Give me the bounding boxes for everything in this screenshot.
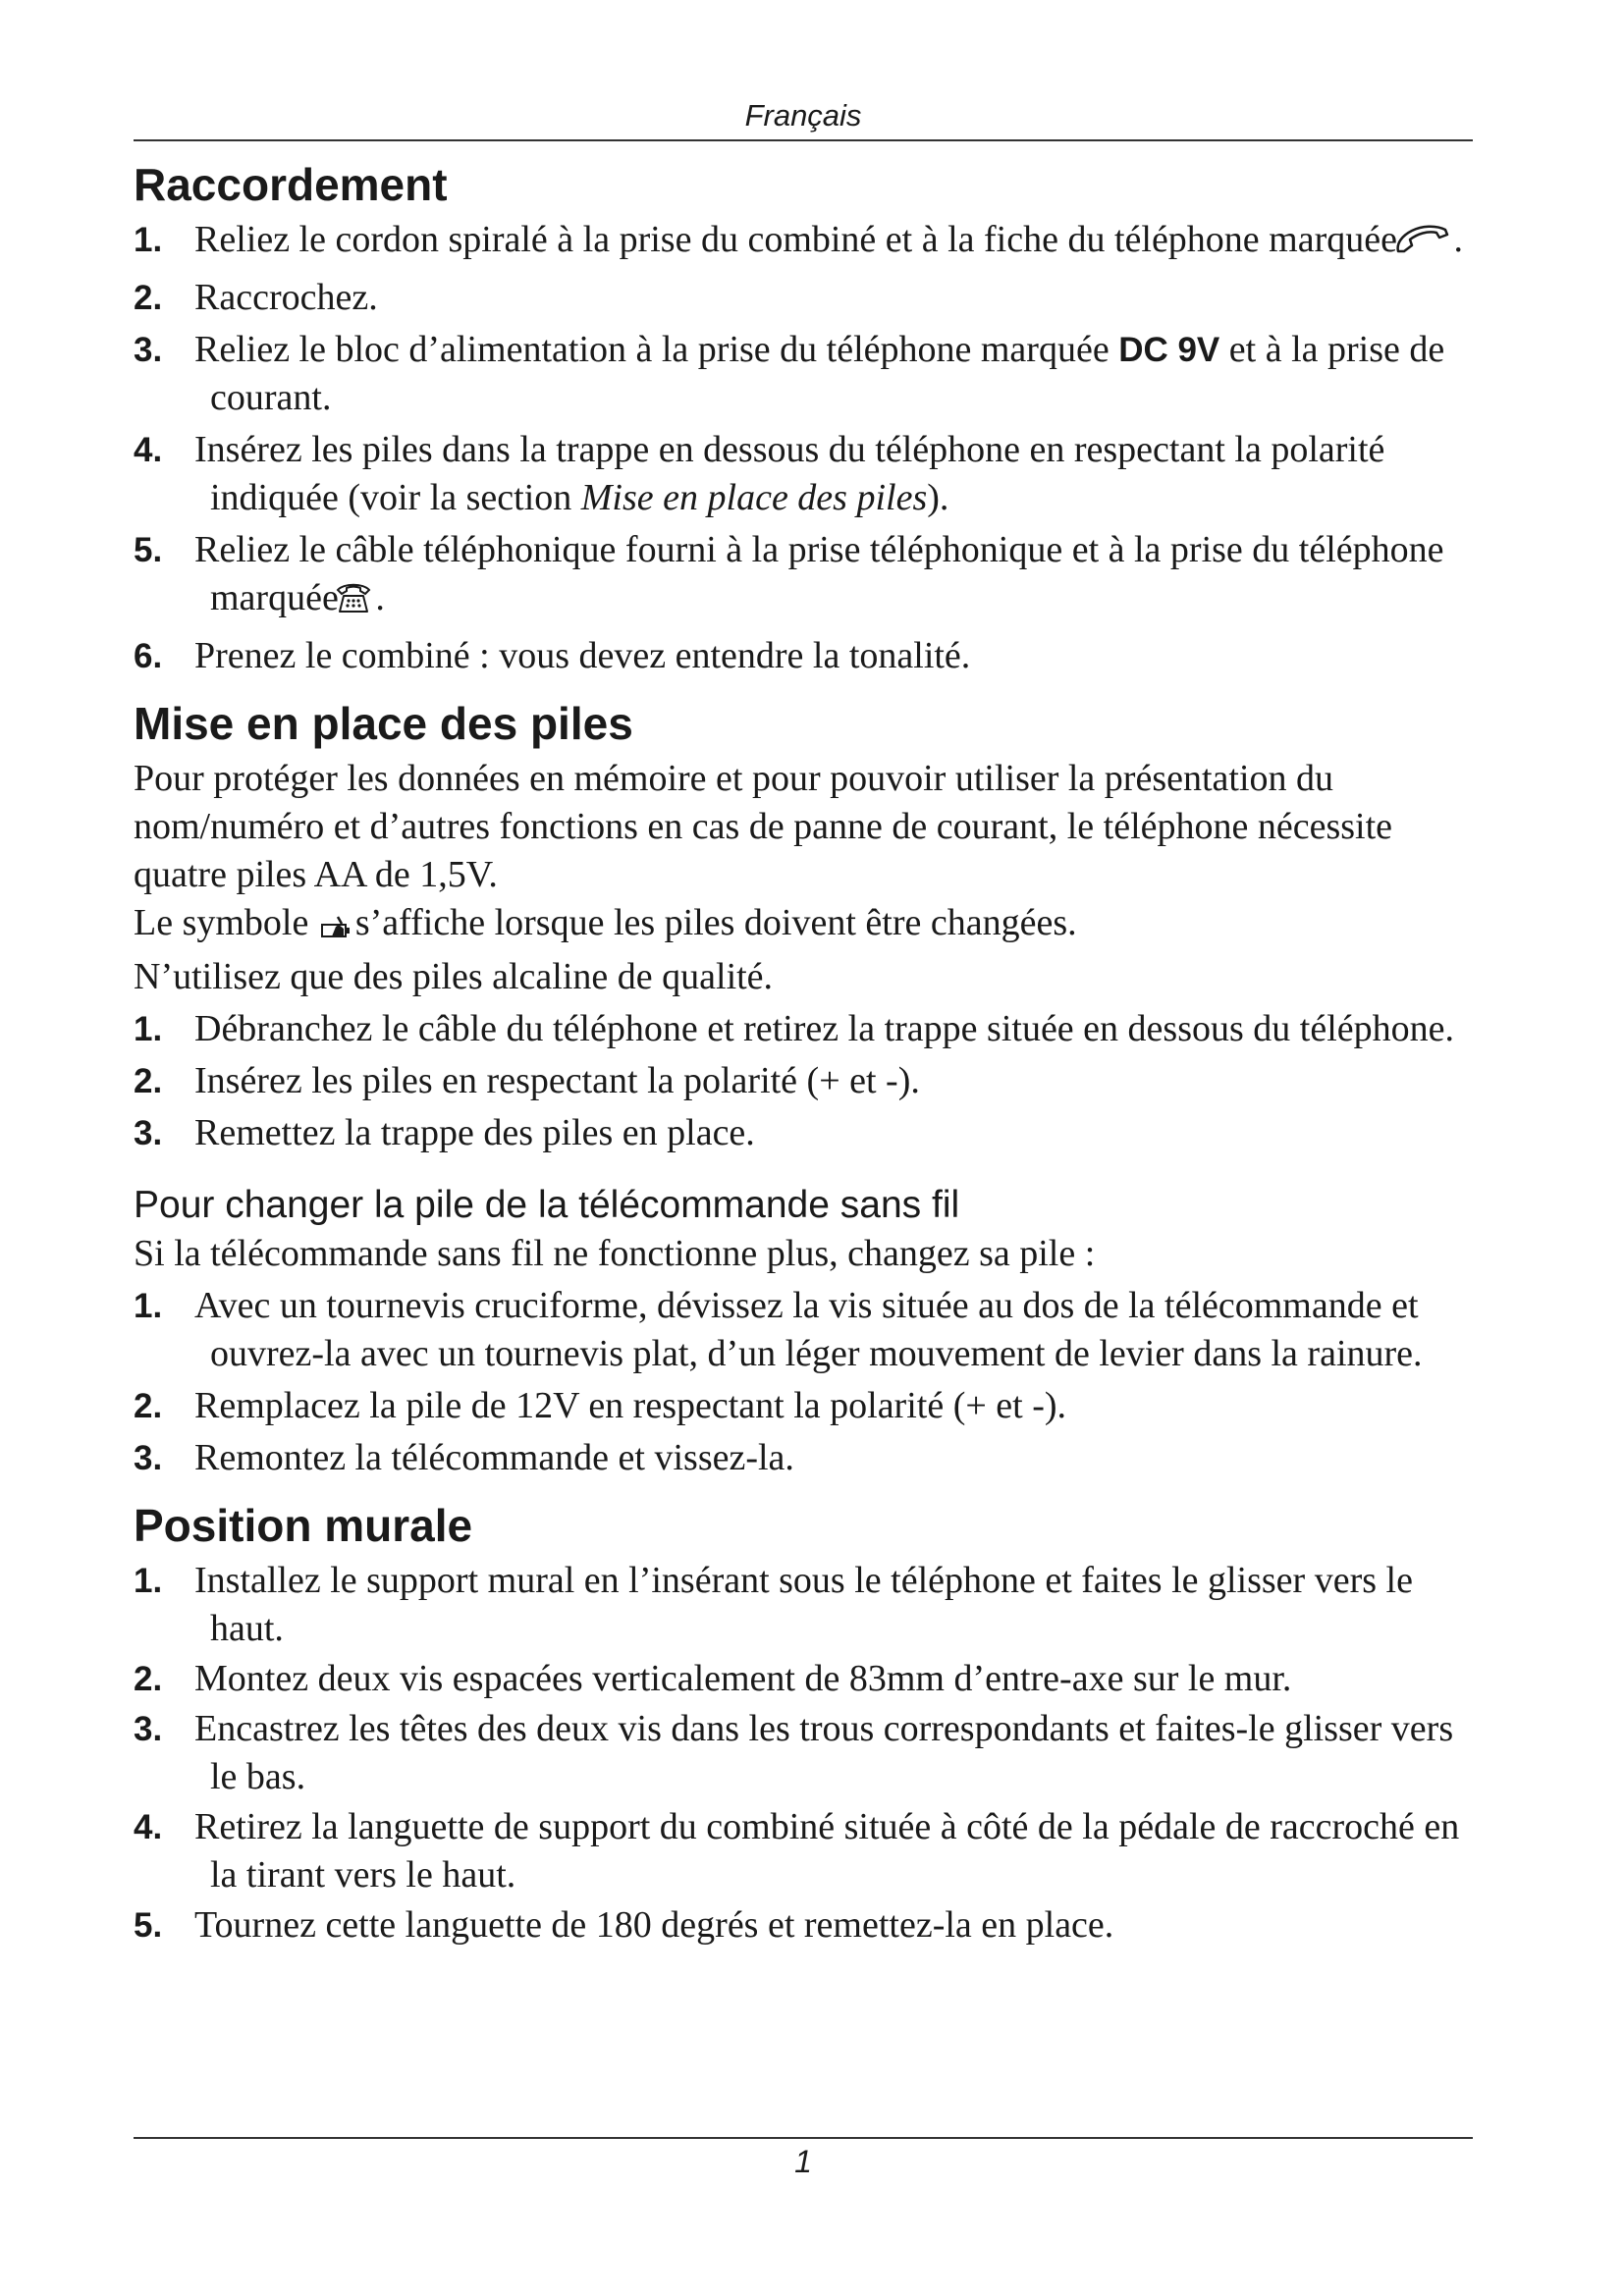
- step-text: Remettez la trappe des piles en place.: [194, 1112, 755, 1153]
- section-title-raccordement: Raccordement: [134, 159, 448, 210]
- raccordement-steps: [134, 216, 1473, 680]
- section-title-piles: Mise en place des piles: [134, 698, 633, 749]
- step-text: Débranchez le câble du téléphone et retirez la trappe située en dessous du téléphone.: [194, 1008, 1454, 1049]
- step-text-end: ).: [927, 477, 949, 518]
- step-number: 2.: [134, 1660, 163, 1698]
- dc-9v-label: DC 9V: [1118, 331, 1220, 369]
- list-item: [134, 426, 1473, 522]
- subsection-title-telecommande: Pour changer la pile de la télécommande sans fil: [134, 1184, 960, 1226]
- step-number: 4.: [134, 1808, 163, 1846]
- step-text: Tournez cette languette de 180 degrés et remettez-la en place.: [194, 1904, 1114, 1946]
- list-item: [134, 1382, 1473, 1430]
- document-page: [134, 98, 1473, 1951]
- murale-steps: [134, 1557, 1473, 1949]
- list-item: [134, 1057, 1473, 1105]
- step-text: Reliez le cordon spiralé à la prise du combiné et à la fiche du téléphone marquée: [194, 219, 1397, 260]
- step-number: 2.: [134, 1062, 163, 1100]
- list-item: [134, 274, 1473, 322]
- step-text: Remplacez la pile de 12V en respectant la polarité (+ et -).: [194, 1385, 1067, 1426]
- piles-intro: Pour protéger les données en mémoire et pour pouvoir utiliser la présentation du nom/numéro et d’autres fonctions en cas de panne de courant, le téléphone nécessite quatre piles AA de 1,5V.: [134, 758, 1393, 895]
- telephone-icon: [350, 580, 373, 628]
- page-number: 1: [794, 2144, 812, 2179]
- step-text: Encastrez les têtes des deux vis dans les trous correspondants et faites-le glisser vers le bas.: [194, 1708, 1454, 1797]
- step-text: Remontez la télécommande et vissez-la.: [194, 1437, 794, 1478]
- list-item: [134, 216, 1473, 270]
- step-number: 4.: [134, 431, 163, 469]
- list-item: [134, 1557, 1473, 1653]
- list-item: [134, 526, 1473, 628]
- section-reference: Mise en place des piles: [580, 477, 928, 518]
- piles-steps: [134, 1005, 1473, 1157]
- step-number: 3.: [134, 1439, 163, 1477]
- step-number: 6.: [134, 637, 163, 675]
- low-battery-icon: [320, 905, 353, 953]
- step-number: 3.: [134, 1710, 163, 1748]
- step-text: Retirez la languette de support du combiné située à côté de la pédale de raccroché en la tirant vers le haut.: [194, 1806, 1460, 1896]
- step-text: Reliez le bloc d’alimentation à la prise du téléphone marquée: [194, 329, 1110, 370]
- step-text-end: et à la prise de courant.: [210, 329, 1445, 418]
- footer-divider: [134, 2137, 1473, 2139]
- list-item: [134, 632, 1473, 680]
- step-number: 5.: [134, 1906, 163, 1945]
- list-item: [134, 1282, 1473, 1378]
- step-number: 2.: [134, 279, 163, 317]
- list-item: [134, 1655, 1473, 1703]
- handset-icon: [1408, 222, 1451, 270]
- list-item: [134, 1109, 1473, 1157]
- step-text: Prenez le combiné : vous devez entendre la tonalité.: [194, 635, 971, 676]
- step-text: Reliez le câble téléphonique fourni à la prise téléphonique et à la prise du téléphone marquée: [194, 529, 1444, 618]
- running-header: Français: [134, 98, 1473, 141]
- step-number: 2.: [134, 1387, 163, 1425]
- telecommande-intro: Si la télécommande sans fil ne fonctionne plus, changez sa pile :: [134, 1233, 1096, 1274]
- section-title-murale: Position murale: [134, 1500, 473, 1551]
- step-text: Avec un tournevis cruciforme, dévissez la vis située au dos de la télécommande et ouvrez-la avec un tournevis plat, d’un léger mouvement de levier dans la rainure.: [194, 1285, 1423, 1374]
- step-number: 1.: [134, 221, 163, 259]
- step-number: 1.: [134, 1010, 163, 1048]
- step-text: Montez deux vis espacées verticalement de 83mm d’entre-axe sur le mur.: [194, 1658, 1292, 1699]
- step-number: 1.: [134, 1562, 163, 1600]
- step-number: 3.: [134, 331, 163, 369]
- list-item: [134, 1803, 1473, 1899]
- step-text: Raccrochez.: [194, 277, 378, 318]
- list-item: [134, 1705, 1473, 1801]
- step-number: 3.: [134, 1114, 163, 1152]
- telecommande-steps: [134, 1282, 1473, 1482]
- step-text-end: .: [375, 577, 385, 618]
- step-text-end: .: [1453, 219, 1463, 260]
- list-item: [134, 1434, 1473, 1482]
- list-item: [134, 1005, 1473, 1053]
- step-number: 5.: [134, 531, 163, 569]
- battery-symbol-note: Le symbole s’affiche lorsque les piles doivent être changées.: [134, 899, 1473, 953]
- list-item: [134, 326, 1473, 422]
- list-item: [134, 1901, 1473, 1949]
- alkaline-note: N’utilisez que des piles alcaline de qualité.: [134, 956, 774, 997]
- step-text: Insérez les piles en respectant la polarité (+ et -).: [194, 1060, 920, 1101]
- step-text: Installez le support mural en l’insérant sous le téléphone et faites le glisser vers le haut.: [194, 1560, 1413, 1649]
- step-number: 1.: [134, 1287, 163, 1325]
- step-text: Insérez les piles dans la trappe en dessous du téléphone en respectant la polarité indiquée (voir la section: [194, 429, 1385, 518]
